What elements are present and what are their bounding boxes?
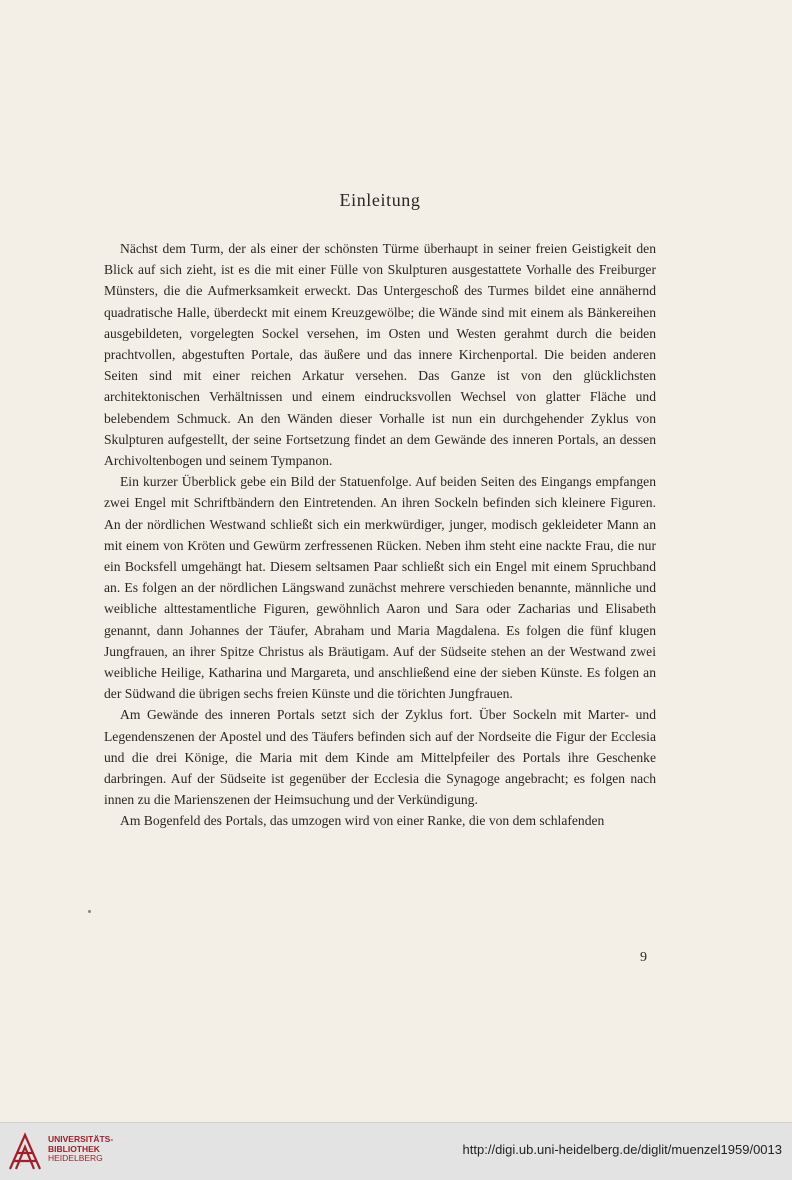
- library-name: UNIVERSITÄTS- BIBLIOTHEK HEIDELBERG: [48, 1134, 114, 1163]
- paragraph: Am Gewände des inneren Portals setzt sich der Zyklus fort. Über Sockeln mit Marter- und Legendenszenen der Apostel und des Täufers befinden sich auf der Nordseite die Figur der Ecclesia und die drei Könige, die Maria mit dem Kinde am Mittelpfeiler des Portals ihre Geschenke darbringen. Auf der Südseite ist gegenüber der Ecclesia die Synagoge angebracht; es folgen nach innen zu die Marienszenen der Heimsuchung und der Verkündigung.: [104, 707, 656, 808]
- page-title: Einleitung: [339, 190, 421, 210]
- library-logo-icon: [8, 1131, 42, 1171]
- paragraph: Nächst dem Turm, der als einer der schönsten Türme überhaupt in seiner freien Geistigkeit den Blick auf sich zieht, ist es die mit einer Fülle von Skulpturen ausgestattete Vorhalle des Freiburger Münsters, die die Aufmerksamkeit erweckt. Das Untergeschoß des Turmes bildet eine annähernd quadratische Halle, überdeckt mit einem Kreuzgewölbe; die Wände sind mit einem als Bänkereihen ausgebildeten, vorgelegten Sockel versehen, im Osten und Westen gerahmt durch die beiden prachtvollen, abgestuften Portale, das äußere und das innere Kirchenportal. Die beiden anderen Seiten sind mit einer reichen Arkatur versehen. Das Ganze ist von den glücklichsten architektonischen Verhältnissen und einem eindrucksvollen Wechsel von glatter Fläche und belebendem Schmuck. An den Wänden dieser Vorhalle ist nun ein durchgehender Zyklus von Skulpturen aufgestellt, der seine Fortsetzung findet an dem Gewände des inneren Portals, an dessen Archivoltenbogen und seinem Tympanon.: [104, 241, 656, 469]
- body-text: [104, 238, 656, 832]
- paragraph: Am Bogenfeld des Portals, das umzogen wird von einer Ranke, die von dem schlafenden: [120, 813, 605, 829]
- paragraph: Ein kurzer Überblick gebe ein Bild der Statuenfolge. Auf beiden Seiten des Eingangs empfangen zwei Engel mit Schriftbändern den Eintretenden. An ihren Sockeln befinden sich kleinere Figuren. An der nördlichen Westwand schließt sich ein merkwürdiger, junger, modisch gekleideter Mann an mit einem von Kröten und Gewürm zerfressenen Rücken. Neben ihm steht eine nackte Frau, die nur ein Bocksfell umgehängt hat. Diesem seltsamen Paar schließt sich ein Engel mit einem Spruchband an. Es folgen an der nördlichen Längswand zunächst mehrere verschieden benannte, männliche und weibliche alttestamentliche Figuren, gewöhnlich Aaron und Sara oder Zacharias und Elisabeth genannt, dann Johannes der Täufer, Abraham und Maria Magdalena. Es folgen die fünf klugen Jungfrauen, an ihrer Spitze Christus als Bräutigam. Auf der Südseite stehen an der Westwand zwei weibliche Heilige, Katharina und Margareta, und anschließend eine der sieben Künste. Es folgen an der Südwand die übrigen sechs freien Künste und die törichten Jungfrauen.: [104, 474, 656, 702]
- source-url-link[interactable]: http://digi.ub.uni-heidelberg.de/diglit/muenzel1959/0013: [462, 1142, 782, 1157]
- scan-speck: [88, 910, 91, 913]
- page-number: 9: [640, 950, 647, 965]
- footer-bar: [0, 1122, 792, 1180]
